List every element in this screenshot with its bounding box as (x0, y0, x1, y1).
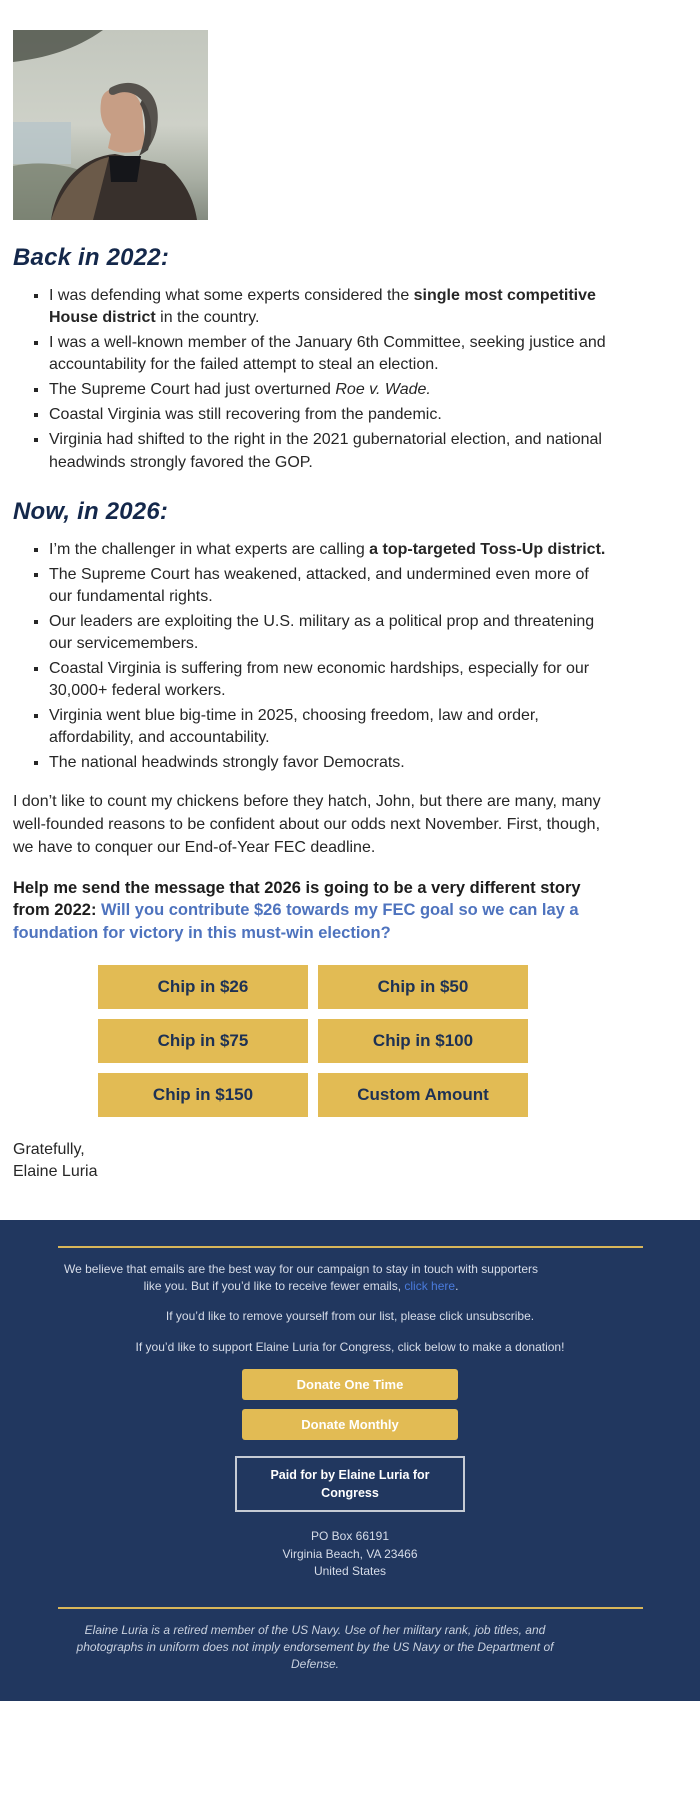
bullet-list-2022 (13, 285, 613, 474)
donate-monthly-button[interactable]: Donate Monthly (242, 1409, 458, 1440)
list-item: ▪ Coastal Virginia was still recovering from the pandemic. (49, 404, 613, 426)
paragraph-ask (13, 877, 613, 945)
mailing-address (55, 1528, 645, 1580)
list-item: ▪ Our leaders are exploiting the U.S. military as a political prop and threatening our servicemembers. (49, 611, 613, 655)
chip-in-50-button[interactable]: Chip in $50 (318, 965, 528, 1009)
custom-amount-button[interactable]: Custom Amount (318, 1073, 528, 1117)
chip-in-75-button[interactable]: Chip in $75 (98, 1019, 308, 1063)
list-item: ▪ I was defending what some experts considered the single most competitive House district in the country. (49, 285, 613, 329)
heading-2022: Back in 2022: (13, 244, 170, 271)
paragraph-confidence: I don’t like to count my chickens before they hatch, John, but there are many, many well-founded reasons to be confident about our odds next November. First, though, we have to conquer our End-of-Year FEC deadline. (13, 793, 601, 856)
footer-intro-text (55, 1261, 547, 1296)
fewer-emails-link[interactable]: click here (404, 1279, 456, 1294)
paid-for-disclaimer-box: Paid for by Elaine Luria for Congress (235, 1456, 465, 1512)
address-line-3: United States (313, 1564, 387, 1579)
signoff-gratefully: Gratefully, (13, 1140, 85, 1158)
list-item: ▪ The Supreme Court had just overturned Roe v. Wade. (49, 379, 613, 401)
footer-top-divider (58, 1246, 643, 1248)
heading-2026: Now, in 2026: (13, 497, 169, 525)
list-item: ▪ The Supreme Court has weakened, attacked, and undermined even more of our fundamental rights. (49, 564, 613, 608)
chip-in-150-button[interactable]: Chip in $150 (98, 1073, 308, 1117)
footer-intro-post: . (455, 1279, 459, 1294)
list-item: ▪ The national headwinds strongly favor Democrats. (49, 752, 613, 774)
donate-one-time-button[interactable]: Donate One Time (242, 1369, 458, 1400)
list-item: ▪ I was a well-known member of the January 6th Committee, seeking justice and accountability for the failed attempt to steal an election. (49, 332, 613, 376)
elaine-luria-photo (13, 30, 208, 220)
photo-illustration (13, 30, 208, 220)
address-line-2: Virginia Beach, VA 23466 (282, 1546, 418, 1561)
address-line-1: PO Box 66191 (310, 1529, 390, 1544)
military-disclaimer: Elaine Luria is a retired member of the US Navy. Use of her military rank, job titles, and photographs in uniform does not imply endorsement by the US Navy or the Department of Defense. (76, 1622, 554, 1672)
footer-bottom-divider (58, 1607, 643, 1609)
contribute-link[interactable]: Will you contribute $26 towards my FEC goal so we can lay a foundation for victory in this must-win election? (13, 901, 579, 943)
bullet-list-2026 (13, 539, 613, 775)
chip-in-26-button[interactable]: Chip in $26 (98, 965, 308, 1009)
unsubscribe-line[interactable]: If you’d like to remove yourself from our list, please click unsubscribe. (165, 1309, 535, 1324)
list-item: ▪ Coastal Virginia is suffering from new economic hardships, especially for our 30,000+ federal workers. (49, 658, 613, 702)
signoff-name: Elaine Luria (13, 1163, 98, 1181)
footer-intro-pre: We believe that emails are the best way for our campaign to stay in touch with supporters like you. But if you’d like to receive fewer emails, (63, 1261, 539, 1294)
ask-bold-text: Help me send the message that 2026 is going to be a very different story from 2022: (13, 878, 581, 920)
email-body (13, 0, 613, 1184)
support-line: If you’d like to support Elaine Luria for Congress, click below to make a donation! (135, 1339, 565, 1354)
chip-in-100-button[interactable]: Chip in $100 (318, 1019, 528, 1063)
list-item: ▪ Virginia went blue big-time in 2025, choosing freedom, law and order, affordability, and accountability. (49, 705, 613, 749)
list-item: ▪ I’m the challenger in what experts are calling a top-targeted Toss-Up district. (49, 539, 613, 561)
donation-button-grid (98, 965, 528, 1117)
email-footer (0, 1220, 700, 1701)
signoff (13, 1139, 613, 1184)
list-item: ▪ Virginia had shifted to the right in the 2021 gubernatorial election, and national headwinds strongly favored the GOP. (49, 429, 613, 473)
